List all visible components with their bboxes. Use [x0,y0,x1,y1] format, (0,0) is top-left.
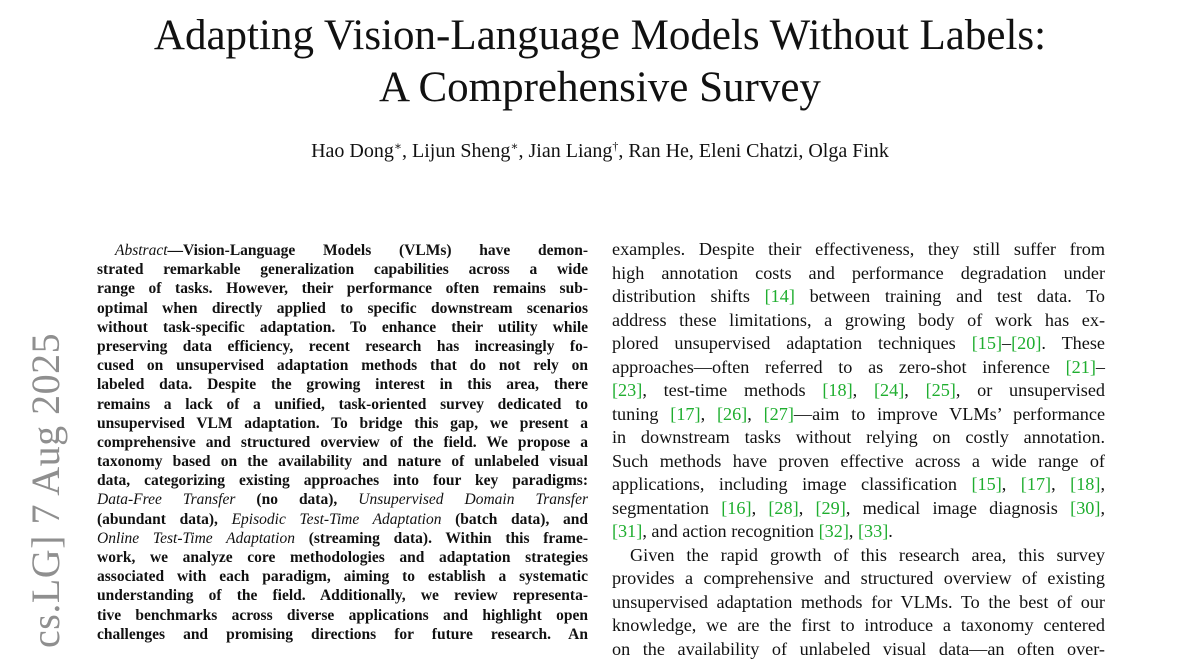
author-name: Jian Liang [529,140,613,162]
abstract-line [97,510,588,529]
ref-separator: , [1051,474,1070,494]
ref-separator: , [1100,498,1105,518]
ref-separator: , [747,404,763,424]
abstract-line: cused on unsupervised adaptation methods that do not rely on [97,356,588,375]
body-line: [31], and action recognition [32], [33]. [612,520,1105,544]
body-text: —aim to improve VLMs’ performance [794,404,1105,424]
abstract-label: Abstract [115,242,168,259]
paradigm-name: Data-Free Transfer [97,491,235,508]
arxiv-side-stamp: cs.LG] 7 Aug 2025 [26,333,66,648]
ref-separator: , [799,498,816,518]
abstract-line [97,529,588,548]
body-line: high annotation costs and performance degradation under [612,262,1105,286]
paradigm-name: Episodic Test-Time Adaptation [232,511,442,528]
author-name: Hao Dong [311,140,394,162]
body-text: applications, including image classification [612,474,971,494]
abstract-line: without task-specific adaptation. To enhance their utility while [97,318,588,337]
intro-body-column [612,238,1105,661]
paradigm-note: (streaming data). Within this frame- [295,530,588,547]
body-line: knowledge, we are the first to introduce a taxonomy centered [612,614,1105,638]
citation-link[interactable]: [23] [612,380,642,400]
citation-link[interactable]: [25] [926,380,956,400]
ref-separator: , [849,521,858,541]
author-name: Lijun Sheng [412,140,510,162]
abstract-line: work, we analyze core methodologies and adaptation strategies [97,548,588,567]
author-list [0,140,1200,163]
range-dash: – [1002,333,1011,353]
citation-link[interactable]: [20] [1011,333,1041,353]
abstract-line: labeled data. Despite the growing interest in this area, there [97,375,588,394]
body-text: , and action recognition [642,521,818,541]
abstract-text: Vision-Language Models (VLMs) have demon- [183,242,588,259]
body-text: between training and test data. To [795,286,1105,306]
citation-link[interactable]: [17] [670,404,700,424]
abstract-line: range of tasks. However, their performance often remains sub- [97,279,588,298]
citation-link[interactable]: [30] [1070,498,1100,518]
abstract-line: unsupervised VLM adaptation. To bridge this gap, we present a [97,414,588,433]
paradigm-note: (no data), [235,491,358,508]
body-line [612,403,1105,427]
citation-link[interactable]: [17] [1021,474,1051,494]
equal-contribution-mark: ∗ [510,139,518,153]
body-line [612,473,1105,497]
citation-link[interactable]: [18] [822,380,852,400]
body-text: , medical image diagnosis [846,498,1070,518]
ref-separator: , [1002,474,1021,494]
citation-link[interactable]: [16] [721,498,751,518]
abstract-line: challenges and promising directions for future research. An [97,625,588,644]
paper-title-line-2: A Comprehensive Survey [0,66,1200,109]
citation-link[interactable]: [33] [858,521,888,541]
paradigm-name: Unsupervised Domain Transfer [358,491,588,508]
citation-link[interactable]: [21] [1066,357,1096,377]
citation-link[interactable]: [32] [819,521,849,541]
abstract-line: preserving data efficiency, recent research has increasingly fo- [97,337,588,356]
body-line [612,356,1105,380]
body-text: distribution shifts [612,286,765,306]
citation-link[interactable]: [24] [874,380,904,400]
body-line [612,285,1105,309]
abstract-line: tive benchmarks across diverse applications and highlight open [97,606,588,625]
abstract-line [97,490,588,509]
body-line: provides a comprehensive and structured overview of existing [612,567,1105,591]
body-line: on the availability of unlabeled visual data—an often over- [612,638,1105,661]
ref-separator: , [853,380,874,400]
abstract-line [97,241,588,260]
body-line: address these limitations, a growing body of work has ex- [612,309,1105,333]
abstract-line: strated remarkable generalization capabilities across a wide [97,260,588,279]
paradigm-name: Online Test-Time Adaptation [97,530,295,547]
ref-separator: , [701,404,717,424]
body-line: examples. Despite their effectiveness, they still suffer from [612,238,1105,262]
abstract-line: comprehensive and structured overview of the field. We propose a [97,433,588,452]
body-line: Given the rapid growth of this research area, this survey [612,544,1105,568]
body-line: Such methods have proven effective across a wide range of [612,450,1105,474]
abstract-line: understanding of the field. Additionally, we review representa- [97,586,588,605]
citation-link[interactable]: [15] [971,474,1001,494]
ref-separator: , [752,498,769,518]
citation-link[interactable]: [27] [764,404,794,424]
body-line [612,332,1105,356]
abstract-line: taxonomy based on the availability and nature of unlabeled visual [97,452,588,471]
abstract-line: data, categorizing existing approaches into four key paradigms: [97,471,588,490]
author-separator: , [519,140,529,162]
body-text: , test-time methods [642,380,822,400]
citation-link[interactable]: [18] [1070,474,1100,494]
body-text: plored unsupervised adaptation techniques [612,333,972,353]
paper-title-line-1: Adapting Vision-Language Models Without Labels: [0,14,1200,57]
citation-link[interactable]: [15] [972,333,1002,353]
ref-separator: , [904,380,925,400]
citation-link[interactable]: [14] [765,286,795,306]
body-text: , or unsupervised [956,380,1105,400]
abstract-block [97,241,588,644]
author-separator: , [402,140,412,162]
body-line: unsupervised adaptation methods for VLMs. To the best of our [612,591,1105,615]
equal-contribution-mark: ∗ [394,139,402,153]
range-dash: – [1096,357,1105,377]
abstract-line: remains a lack of a unified, task-oriented survey dedicated to [97,395,588,414]
corresponding-author-mark: † [612,139,618,153]
ref-separator: , [1100,474,1105,494]
abstract-line: associated with each paradigm, aiming to establish a systematic [97,567,588,586]
citation-link[interactable]: [29] [816,498,846,518]
body-line [612,379,1105,403]
body-text: tuning [612,404,670,424]
citation-link[interactable]: [28] [768,498,798,518]
body-text: approaches—often referred to as zero-shot inference [612,357,1066,377]
body-text: segmentation [612,498,721,518]
paradigm-note: (abundant data), [97,511,232,528]
paradigm-note: (batch data), and [441,511,588,528]
body-line [612,497,1105,521]
citation-link[interactable]: [26] [717,404,747,424]
body-text: . These [1041,333,1105,353]
body-line: in downstream tasks without relying on costly annotation. [612,426,1105,450]
abstract-dash: — [168,242,184,259]
abstract-line: optimal when directly applied to specific downstream scenarios [97,299,588,318]
citation-link[interactable]: [31] [612,521,642,541]
author-separator: , [618,140,628,162]
author-names-rest: Ran He, Eleni Chatzi, Olga Fink [628,140,889,162]
